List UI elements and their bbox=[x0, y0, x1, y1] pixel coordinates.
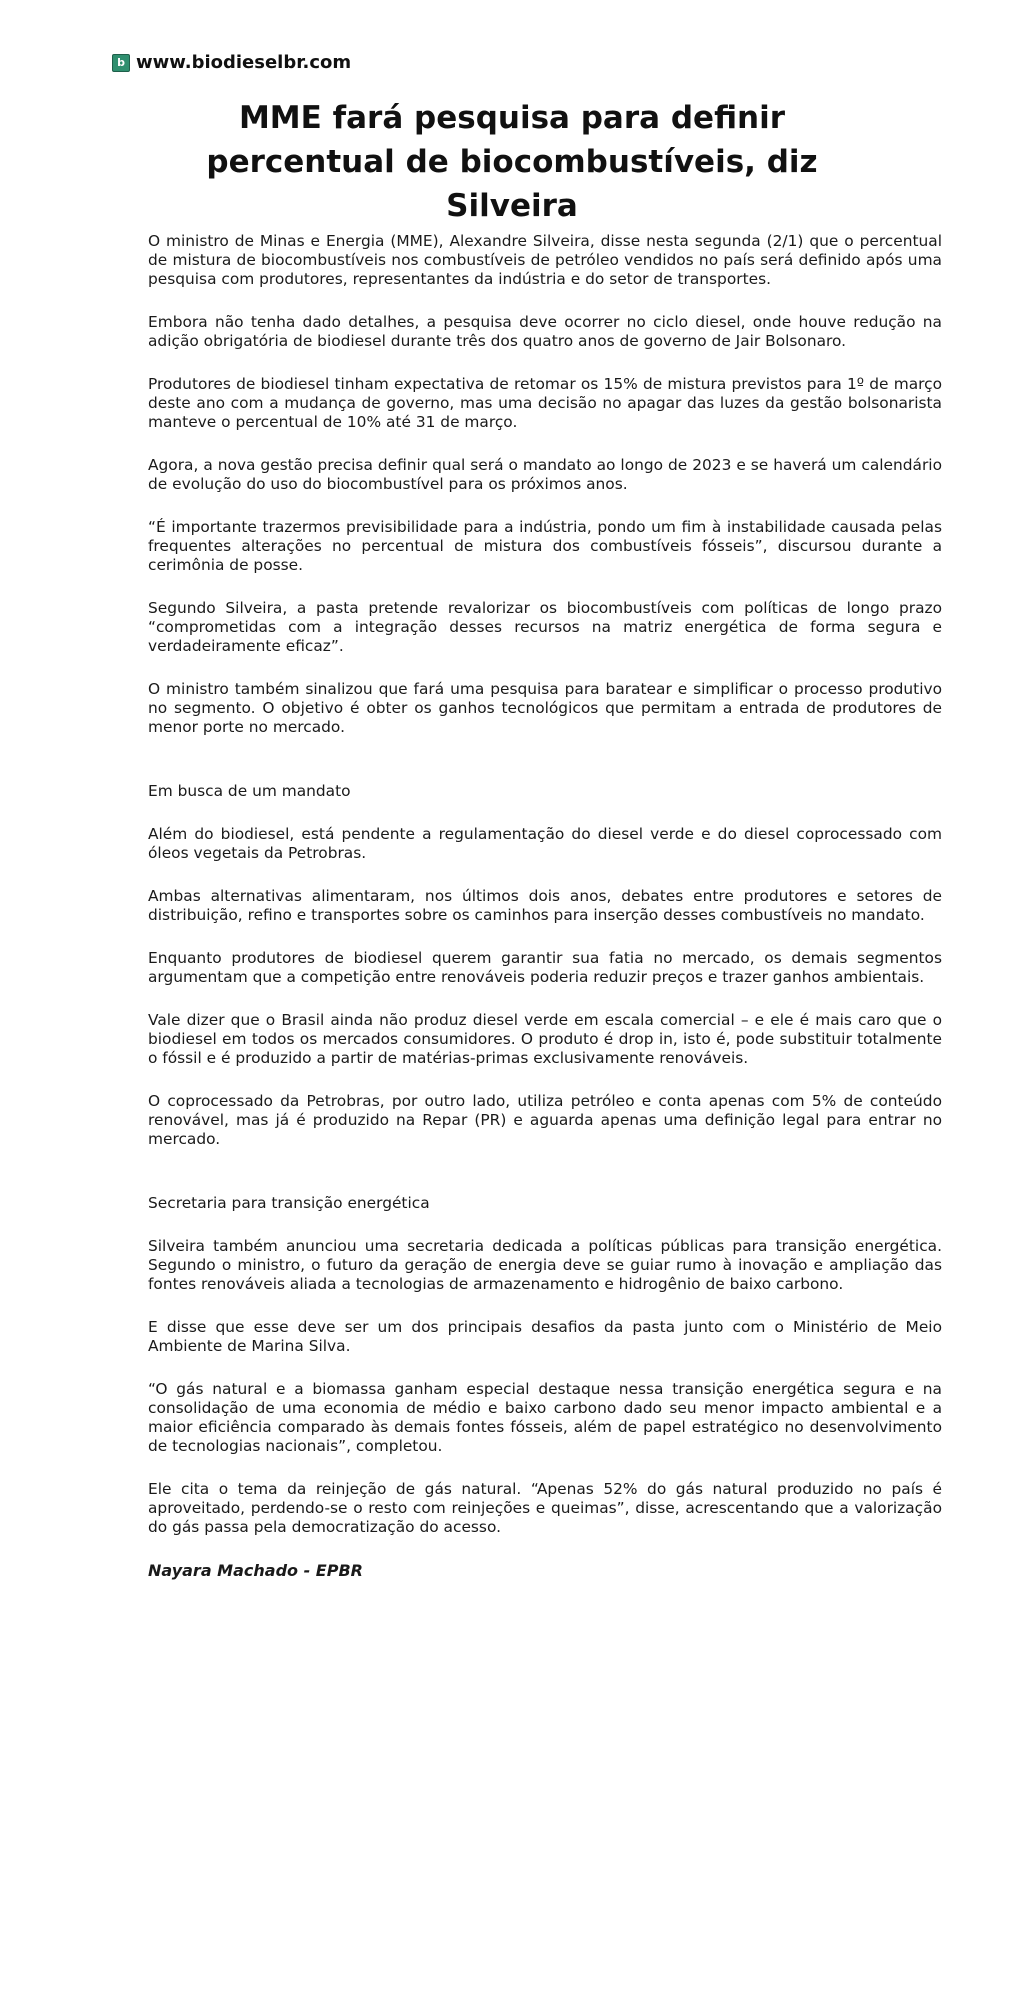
article-author: Nayara Machado - EPBR bbox=[148, 1561, 363, 1580]
paragraph: Produtores de biodiesel tinham expectativa de retomar os 15% de mistura previstos para 1º de março deste ano com a mudança de governo, mas uma decisão no apagar das luzes da gestão bolsonarista manteve o percentual de 10% até 31 de março. bbox=[148, 375, 942, 431]
paragraph: Agora, a nova gestão precisa definir qual será o mandato ao longo de 2023 e se haverá um calendário de evolução do uso do biocombustível para os próximos anos. bbox=[148, 456, 942, 493]
paragraph: Enquanto produtores de biodiesel querem garantir sua fatia no mercado, os demais segmentos argumentam que a competição entre renováveis poderia reduzir preços e trazer ganhos ambientais. bbox=[148, 949, 942, 986]
section-heading-secretaria: Secretaria para transição energética bbox=[148, 1194, 430, 1212]
article-body bbox=[148, 232, 942, 1604]
paragraph: O ministro de Minas e Energia (MME), Alexandre Silveira, disse nesta segunda (2/1) que o percentual de mistura de biocombustíveis nos combustíveis de petróleo vendidos no país será definido após uma pesquisa com produtores, representantes da indústria e do setor de transportes. bbox=[148, 232, 942, 288]
site-url[interactable]: www.biodieselbr.com bbox=[136, 52, 352, 73]
paragraph: Vale dizer que o Brasil ainda não produz diesel verde em escala comercial – e ele é mais caro que o biodiesel em todos os mercados consumidores. O produto é drop in, isto é, pode substituir totalmente o fóssil e é produzido a partir de matérias-primas exclusivamente renováveis. bbox=[148, 1011, 942, 1067]
paragraph: Segundo Silveira, a pasta pretende revalorizar os biocombustíveis com políticas de longo prazo “comprometidas com a integração desses recursos na matriz energética de forma segura e verdadeiramente eficaz”. bbox=[148, 599, 942, 655]
paragraph: Embora não tenha dado detalhes, a pesquisa deve ocorrer no ciclo diesel, onde houve redução na adição obrigatória de biodiesel durante três dos quatro anos de governo de Jair Bolsonaro. bbox=[148, 313, 942, 350]
article-title: MME fará pesquisa para definir percentual de biocombustíveis, diz Silveira bbox=[206, 100, 818, 224]
site-header bbox=[112, 52, 351, 73]
paragraph: E disse que esse deve ser um dos principais desafios da pasta junto com o Ministério de Meio Ambiente de Marina Silva. bbox=[148, 1318, 942, 1355]
paragraph: O coprocessado da Petrobras, por outro lado, utiliza petróleo e conta apenas com 5% de conteúdo renovável, mas já é produzido na Repar (PR) e aguarda apenas uma definição legal para entrar no mercado. bbox=[148, 1092, 942, 1148]
paragraph: Ambas alternativas alimentaram, nos últimos dois anos, debates entre produtores e setores de distribuição, refino e transportes sobre os caminhos para inserção desses combustíveis no mandato. bbox=[148, 887, 942, 924]
paragraph: Ele cita o tema da reinjeção de gás natural. “Apenas 52% do gás natural produzido no país é aproveitado, perdendo-se o resto com reinjeções e queimas”, disse, acrescentando que a valorização do gás passa pela democratização do acesso. bbox=[148, 1480, 942, 1536]
paragraph: Além do biodiesel, está pendente a regulamentação do diesel verde e do diesel coprocessado com óleos vegetais da Petrobras. bbox=[148, 825, 942, 862]
paragraph: “O gás natural e a biomassa ganham especial destaque nessa transição energética segura e na consolidação de uma economia de médio e baixo carbono dado seu menor impacto ambiental e a maior eficiência comparado às demais fontes fósseis, além de papel estratégico no desenvolvimento de tecnologias nacionais”, completou. bbox=[148, 1380, 942, 1455]
paragraph: “É importante trazermos previsibilidade para a indústria, pondo um fim à instabilidade causada pelas frequentes alterações no percentual de mistura dos combustíveis fósseis”, discursou durante a cerimônia de posse. bbox=[148, 518, 942, 574]
biodieselbr-logo-icon: b bbox=[112, 54, 130, 72]
paragraph: O ministro também sinalizou que fará uma pesquisa para baratear e simplificar o processo produtivo no segmento. O objetivo é obter os ganhos tecnológicos que permitam a entrada de produtores de menor porte no mercado. bbox=[148, 680, 942, 736]
section-heading-mandato: Em busca de um mandato bbox=[148, 782, 351, 800]
paragraph: Silveira também anunciou uma secretaria dedicada a políticas públicas para transição energética. Segundo o ministro, o futuro da geração de energia deve se guiar rumo à inovação e ampliação das fontes renováveis aliada a tecnologias de armazenamento e hidrogênio de baixo carbono. bbox=[148, 1237, 942, 1293]
